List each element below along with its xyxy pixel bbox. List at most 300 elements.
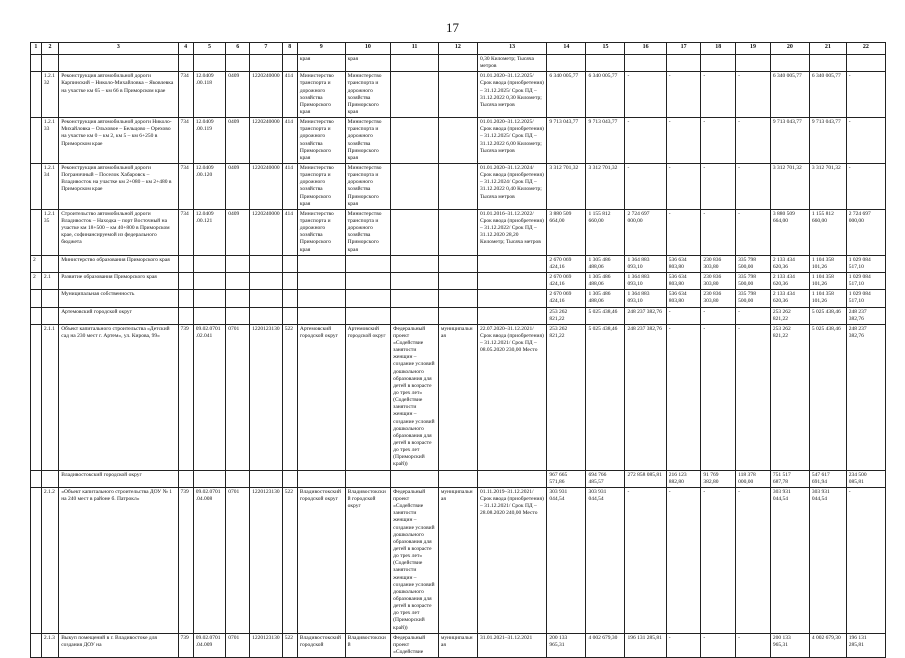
table-cell: - — [846, 487, 885, 633]
table-cell — [345, 307, 391, 324]
table-cell: 0701 — [226, 633, 250, 657]
table-cell: Владивостокский городской округ — [59, 470, 178, 487]
table-cell: 0701 — [226, 324, 250, 470]
table-cell: - — [666, 163, 701, 209]
table-cell: - — [666, 307, 701, 324]
table-cell: края — [297, 55, 345, 72]
table-cell: - — [736, 487, 771, 633]
table-cell: Владивостокский городской — [297, 633, 345, 657]
table-cell: 3 312 701,32 — [547, 163, 586, 209]
table-cell: 1 155 812 660,00 — [809, 209, 846, 255]
table-cell — [226, 272, 250, 289]
table-cell — [809, 55, 846, 72]
table-row — [31, 487, 886, 633]
table-cell: 01.01.2020–31.12.2025/ Срок ввода (приобретения) – 31.12.2025/ Срок ПД – 31.12.2022 6,00 Километр; Тысяча метров — [477, 118, 546, 164]
table-row — [31, 272, 886, 289]
table-cell: 234 500 085,81 — [846, 470, 885, 487]
table-cell — [282, 255, 297, 272]
table-cell: 1220123130 — [250, 633, 283, 657]
table-cell: 303 931 044,54 — [770, 487, 809, 633]
table-cell: 1 364 883 093,10 — [625, 290, 666, 307]
table-cell: 196 131 285,81 — [846, 633, 885, 657]
table-cell — [345, 255, 391, 272]
table-cell: 6 340 005,77 — [586, 72, 625, 118]
table-cell — [438, 470, 477, 487]
table-cell — [178, 290, 193, 307]
table-cell: 196 131 285,81 — [625, 633, 666, 657]
table-cell: 248 237 382,76 — [625, 307, 666, 324]
table-cell — [31, 307, 42, 324]
table-cell: 536 634 803,80 — [666, 272, 701, 289]
table-cell: Артемовский городской округ — [297, 324, 345, 470]
table-cell: 0409 — [226, 209, 250, 255]
table-cell — [31, 470, 42, 487]
table-cell — [391, 55, 439, 72]
table-cell — [41, 255, 58, 272]
column-number: 21 — [809, 43, 846, 55]
table-cell: 751 517 687,78 — [770, 470, 809, 487]
table-cell — [736, 55, 771, 72]
table-cell — [178, 255, 193, 272]
table-cell: 6 340 005,77 — [547, 72, 586, 118]
table-cell — [438, 255, 477, 272]
table-cell: 414 — [282, 209, 297, 255]
table-cell: 1 104 358 101,26 — [809, 290, 846, 307]
table-cell — [250, 290, 283, 307]
table-cell — [846, 55, 885, 72]
table-cell: 5 025 438,46 — [586, 324, 625, 470]
table-cell: 1 029 084 517,10 — [846, 272, 885, 289]
table-cell: 2.1.1 — [41, 324, 58, 470]
table-row — [31, 209, 886, 255]
table-cell — [193, 272, 226, 289]
table-cell — [438, 209, 477, 255]
table-cell — [226, 255, 250, 272]
table-cell: 739 — [178, 324, 193, 470]
table-cell: 734 — [178, 118, 193, 164]
table-cell: 303 931 044,54 — [547, 487, 586, 633]
table-cell: 230 836 303,80 — [701, 290, 736, 307]
table-cell — [282, 272, 297, 289]
table-cell: 12.0409 .00.120 — [193, 163, 226, 209]
table-row — [31, 72, 886, 118]
table-cell: - — [701, 209, 736, 255]
table-cell — [226, 290, 250, 307]
table-cell: 2 133 434 620,36 — [770, 272, 809, 289]
table-cell — [282, 55, 297, 72]
table-cell — [345, 470, 391, 487]
table-cell: 1.2.132 — [41, 72, 58, 118]
table-row — [31, 290, 886, 307]
table-cell: 1 364 883 093,10 — [625, 255, 666, 272]
table-cell: Министерство транспорта и дорожного хозяйства Приморского края — [345, 163, 391, 209]
table-cell — [41, 307, 58, 324]
table-cell: 303 931 044,54 — [586, 487, 625, 633]
table-cell — [438, 163, 477, 209]
column-number-row — [31, 43, 886, 55]
table-cell — [391, 255, 439, 272]
investment-objects-table — [30, 42, 886, 658]
table-cell: Министерство транспорта и дорожного хозяйства Приморского края — [345, 72, 391, 118]
table-cell: Развитие образования Приморского края — [59, 272, 178, 289]
table-cell — [193, 255, 226, 272]
table-cell: Артемовский городской округ — [345, 324, 391, 470]
table-cell: 739 — [178, 633, 193, 657]
column-number: 3 — [59, 43, 178, 55]
table-cell: 536 634 803,80 — [666, 290, 701, 307]
table-cell: - — [701, 118, 736, 164]
table-cell: 5 025 438,46 — [809, 324, 846, 470]
table-cell: 6 340 005,77 — [809, 72, 846, 118]
table-cell: Объект капитального строительства «Детский сад на 230 мест г. Артем», ул. Кирова, 99» — [59, 324, 178, 470]
table-cell: - — [736, 324, 771, 470]
table-cell — [41, 470, 58, 487]
table-cell: 1220123130 — [250, 487, 283, 633]
table-cell: 1220240000 — [250, 163, 283, 209]
table-cell: 2 133 434 620,36 — [770, 255, 809, 272]
table-cell — [438, 118, 477, 164]
table-cell: 3 880 509 664,00 — [770, 209, 809, 255]
table-cell: Реконструкция автомобильной дороги Николо-Михайловка – Ольховое – Бельцово – Орехово на участке км 0 – км 2, км 5 – км 6+250 в Приморском крае — [59, 118, 178, 164]
table-cell — [31, 55, 42, 72]
table-cell: - — [666, 324, 701, 470]
table-row — [31, 307, 886, 324]
column-number: 6 — [226, 43, 250, 55]
table-cell — [477, 307, 546, 324]
table-cell — [226, 307, 250, 324]
table-cell: 2.1.2 — [41, 487, 58, 633]
table-row — [31, 633, 886, 657]
table-cell — [438, 290, 477, 307]
table-cell — [193, 307, 226, 324]
table-cell: - — [701, 72, 736, 118]
table-cell: 9 713 043,77 — [770, 118, 809, 164]
table-cell — [297, 255, 345, 272]
table-cell — [297, 307, 345, 324]
table-row — [31, 324, 886, 470]
table-cell: 335 798 500,00 — [736, 255, 771, 272]
table-cell: - — [625, 487, 666, 633]
table-cell: Министерство транспорта и дорожного хозяйства Приморского края — [297, 118, 345, 164]
column-number: 20 — [770, 43, 809, 55]
column-number: 4 — [178, 43, 193, 55]
table-cell — [41, 55, 58, 72]
table-cell — [391, 72, 439, 118]
table-cell: 1 029 084 517,10 — [846, 290, 885, 307]
table-cell: Владивостокский городской округ — [345, 487, 391, 633]
table-cell: 2 724 697 000,00 — [846, 209, 885, 255]
table-cell — [193, 470, 226, 487]
table-cell — [31, 487, 42, 633]
table-cell: 9 713 043,77 — [809, 118, 846, 164]
table-cell: муниципальная — [438, 487, 477, 633]
table-cell: 2.1.3 — [41, 633, 58, 657]
table-cell: - — [736, 163, 771, 209]
table-cell: 31.01.2021–31.12.2021 — [477, 633, 546, 657]
table-cell: - — [736, 118, 771, 164]
table-cell — [391, 118, 439, 164]
table-cell: 09.02.0701 .04.009 — [193, 633, 226, 657]
table-cell: 12.0409 .00.119 — [193, 118, 226, 164]
table-cell: Министерство транспорта и дорожного хозяйства Приморского края — [345, 209, 391, 255]
table-cell: 22.07.2020–31.12.2021/ Срок ввода (приобретения) – 31.12.2021/ Срок ПД – 08.05.2020 230,00 Место — [477, 324, 546, 470]
table-cell: 522 — [282, 324, 297, 470]
table-cell: 694 766 485,57 — [586, 470, 625, 487]
table-cell: 414 — [282, 163, 297, 209]
table-cell — [178, 272, 193, 289]
table-cell: 2 670 069 424,16 — [547, 255, 586, 272]
table-cell — [250, 470, 283, 487]
table-cell: Строительство автомобильной дороги Владивосток – Находка – порт Восточный на участке км 18+500 – км 40+800 в Приморском крае, софинансируемой из федерального бюджета — [59, 209, 178, 255]
table-cell: 2 — [31, 255, 42, 272]
table-cell: - — [701, 163, 736, 209]
table-cell: 200 133 965,31 — [547, 633, 586, 657]
table-cell: - — [666, 633, 701, 657]
table-cell: муниципальная — [438, 633, 477, 657]
table-cell: 414 — [282, 72, 297, 118]
table-cell: края — [345, 55, 391, 72]
table-cell: 91 769 382,80 — [701, 470, 736, 487]
table-cell: 6 340 005,77 — [770, 72, 809, 118]
table-cell: 1.2.133 — [41, 118, 58, 164]
column-number: 14 — [547, 43, 586, 55]
table-cell — [477, 470, 546, 487]
table-cell: 0701 — [226, 487, 250, 633]
table-cell — [701, 55, 736, 72]
table-cell: муниципальная — [438, 324, 477, 470]
table-row — [31, 118, 886, 164]
table-cell: 5 025 438,46 — [809, 307, 846, 324]
table-cell — [31, 118, 42, 164]
table-cell: 1.2.134 — [41, 163, 58, 209]
table-cell: 09.02.0701 .04.008 — [193, 487, 226, 633]
column-number: 2 — [41, 43, 58, 55]
table-cell: 2 — [31, 272, 42, 289]
column-number: 19 — [736, 43, 771, 55]
table-cell: 1220123130 — [250, 324, 283, 470]
table-cell: - — [736, 209, 771, 255]
table-cell — [250, 255, 283, 272]
table-cell — [297, 290, 345, 307]
table-cell: 734 — [178, 209, 193, 255]
table-cell: Муниципальная собственность — [59, 290, 178, 307]
table-cell: 9 713 043,77 — [547, 118, 586, 164]
column-number: 5 — [193, 43, 226, 55]
table-cell: 522 — [282, 633, 297, 657]
table-cell — [282, 307, 297, 324]
table-cell: 3 312 701,32 — [809, 163, 846, 209]
table-row — [31, 470, 886, 487]
table-cell: 1220240000 — [250, 72, 283, 118]
table-cell: Министерство образования Приморского края — [59, 255, 178, 272]
table-cell: 01.01.2020–31.12.2025/ Срок ввода (приобретения) – 31.12.2025/ Срок ПД – 31.12.2022 0,30 Километр; Тысяча метров — [477, 72, 546, 118]
table-cell — [438, 72, 477, 118]
table-cell — [666, 55, 701, 72]
table-cell — [297, 470, 345, 487]
table-cell: 0,30 Километр; Тысяча метров — [477, 55, 546, 72]
table-cell — [586, 55, 625, 72]
table-cell: - — [736, 72, 771, 118]
table-cell — [250, 272, 283, 289]
table-cell — [226, 55, 250, 72]
table-cell: - — [846, 118, 885, 164]
table-cell: 118 378 000,00 — [736, 470, 771, 487]
table-cell — [477, 255, 546, 272]
table-cell: 967 665 571,86 — [547, 470, 586, 487]
table-cell: - — [666, 487, 701, 633]
table-cell: 547 617 691,94 — [809, 470, 846, 487]
table-cell: 01.01.2020–31.12.2024/ Срок ввода (приобретения) – 31.12.2024/ Срок ПД – 31.12.2022 0,40 Километр; Тысяча метров — [477, 163, 546, 209]
table-cell: 253 262 821,22 — [770, 324, 809, 470]
table-cell: 0409 — [226, 118, 250, 164]
table-cell: 253 262 821,22 — [770, 307, 809, 324]
table-cell — [193, 55, 226, 72]
table-cell: - — [701, 324, 736, 470]
table-cell: Реконструкция автомобильной дороги Карпинский – Николо-Михайловка – Яковлевка на участке км 65 – км 66 в Приморском крае — [59, 72, 178, 118]
column-number: 10 — [345, 43, 391, 55]
table-cell — [391, 290, 439, 307]
table-cell — [31, 324, 42, 470]
table-cell — [297, 272, 345, 289]
column-number: 11 — [391, 43, 439, 55]
table-cell: 230 836 303,80 — [701, 272, 736, 289]
table-cell: - — [846, 72, 885, 118]
table-cell — [282, 290, 297, 307]
table-cell — [770, 55, 809, 72]
table-cell: Владивостокский — [345, 633, 391, 657]
column-number: 16 — [625, 43, 666, 55]
column-number: 12 — [438, 43, 477, 55]
table-cell — [226, 470, 250, 487]
table-cell — [345, 290, 391, 307]
table-cell: 1 305 486 488,06 — [586, 255, 625, 272]
table-cell: 248 237 382,76 — [846, 324, 885, 470]
table-cell — [438, 55, 477, 72]
table-cell — [438, 272, 477, 289]
table-cell — [391, 163, 439, 209]
table-cell — [31, 163, 42, 209]
column-number: 1 — [31, 43, 42, 55]
table-cell: 12.0409 .00.118 — [193, 72, 226, 118]
table-cell — [41, 290, 58, 307]
table-cell — [31, 290, 42, 307]
table-cell: 522 — [282, 487, 297, 633]
table-cell: 200 133 965,31 — [770, 633, 809, 657]
table-cell: Министерство транспорта и дорожного хозяйства Приморского края — [297, 163, 345, 209]
table-cell — [477, 290, 546, 307]
table-cell: 4 002 679,30 — [586, 633, 625, 657]
page-number: 17 — [446, 20, 459, 35]
table-cell: 230 836 303,80 — [701, 255, 736, 272]
table-cell: 1 364 883 093,10 — [625, 272, 666, 289]
table-cell: - — [625, 118, 666, 164]
table-cell: 272 858 085,81 — [625, 470, 666, 487]
table-cell: - — [701, 307, 736, 324]
table-cell: 253 262 821,22 — [547, 324, 586, 470]
table-cell — [178, 55, 193, 72]
table-cell: 1 155 812 660,00 — [586, 209, 625, 255]
table-cell: - — [736, 307, 771, 324]
table-cell: - — [846, 163, 885, 209]
table-cell: 9 713 043,77 — [586, 118, 625, 164]
table-cell: 248 237 382,76 — [625, 324, 666, 470]
table-cell: Федеральный проект «Содействие занятости женщин – создание условий дошкольного образования для детей в возрасте до трех лет» (Содействие занятости женщин – создание условий дошкольного образования для детей в возрасте до трех лет (Приморский край)) — [391, 324, 439, 470]
column-number: 13 — [477, 43, 546, 55]
table-cell: Министерство транспорта и дорожного хозяйства Приморского края — [297, 72, 345, 118]
table-cell: 1220240000 — [250, 209, 283, 255]
table-cell: 216 123 882,80 — [666, 470, 701, 487]
table-cell — [391, 307, 439, 324]
table-cell — [282, 470, 297, 487]
column-number: 15 — [586, 43, 625, 55]
table-cell: 536 634 803,80 — [666, 255, 701, 272]
table-cell: 3 312 701,32 — [770, 163, 809, 209]
table-cell: Выкуп помещений в г. Владивостоке для создания ДОУ на — [59, 633, 178, 657]
table-cell: - — [666, 209, 701, 255]
table-cell — [178, 307, 193, 324]
table-cell — [345, 272, 391, 289]
table-cell: 1 104 358 101,26 — [809, 272, 846, 289]
table-cell: 414 — [282, 118, 297, 164]
column-number: 17 — [666, 43, 701, 55]
table-row — [31, 163, 886, 209]
table-cell: 2 133 434 620,36 — [770, 290, 809, 307]
table-cell — [391, 272, 439, 289]
column-number: 18 — [701, 43, 736, 55]
table-cell: 734 — [178, 163, 193, 209]
table-cell: 09.02.0701 .02.041 — [193, 324, 226, 470]
table-cell: 12.0409 .00.121 — [193, 209, 226, 255]
table-cell: - — [701, 487, 736, 633]
table-cell — [31, 209, 42, 255]
table-row — [31, 255, 886, 272]
table-cell — [625, 55, 666, 72]
table-cell: - — [736, 633, 771, 657]
table-cell: 1 104 358 101,26 — [809, 255, 846, 272]
table-cell: 01.01.2016–31.12.2022/ Срок ввода (приобретения) – 31.12.2022/ Срок ПД – 31.12.2020 28,20 Километр; Тысяча метров — [477, 209, 546, 255]
table-cell: 1 305 486 488,06 — [586, 272, 625, 289]
table-cell: 253 262 821,22 — [547, 307, 586, 324]
column-number: 9 — [297, 43, 345, 55]
table-cell: - — [666, 72, 701, 118]
table-cell — [250, 307, 283, 324]
table-cell — [438, 307, 477, 324]
table-cell — [391, 470, 439, 487]
table-cell: «Объект капитального строительства ДОУ № 1 на 240 мест в районе б. Патрокл» — [59, 487, 178, 633]
table-cell: 335 798 500,00 — [736, 290, 771, 307]
table-cell — [59, 55, 178, 72]
table-cell: - — [625, 72, 666, 118]
column-number: 8 — [282, 43, 297, 55]
table-cell: 5 025 438,46 — [586, 307, 625, 324]
table-cell: 3 880 509 664,00 — [547, 209, 586, 255]
table-cell: 4 002 679,30 — [809, 633, 846, 657]
table-cell — [31, 72, 42, 118]
table-cell — [31, 633, 42, 657]
table-cell: 335 798 500,00 — [736, 272, 771, 289]
table-cell: Реконструкция автомобильной дороги Пограничный – Поселок Хабаровск – Владивосток на участке км 2+080 – км 2+480 в Приморском крае — [59, 163, 178, 209]
table-cell: 01.11.2019–31.12.2021/ Срок ввода (приобретения) – 31.12.2021/ Срок ПД – 28.08.2020 240,00 Место — [477, 487, 546, 633]
table-cell — [477, 272, 546, 289]
column-number: 22 — [846, 43, 885, 55]
table-cell: 734 — [178, 72, 193, 118]
table-cell — [391, 209, 439, 255]
table-cell: Владивостокский городской округ — [297, 487, 345, 633]
column-number: 7 — [250, 43, 283, 55]
table-cell: Федеральный проект «Содействие — [391, 633, 439, 657]
table-cell — [250, 55, 283, 72]
table-cell: 1.2.135 — [41, 209, 58, 255]
